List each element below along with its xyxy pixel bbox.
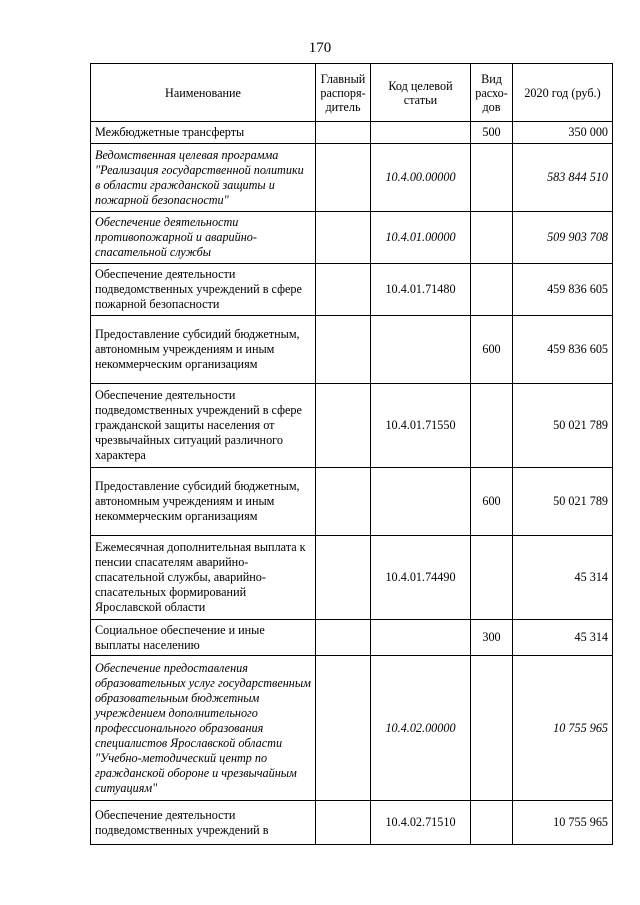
row-glav-cell xyxy=(316,536,371,620)
row-code-cell: 10.4.02.00000 xyxy=(371,656,471,801)
header-sum: 2020 год (руб.) xyxy=(513,64,613,122)
row-sum-cell: 45 314 xyxy=(513,620,613,656)
row-code-cell: 10.4.00.00000 xyxy=(371,144,471,212)
row-code-cell: 10.4.01.71480 xyxy=(371,264,471,316)
row-name-cell: Ведомственная целевая программа "Реализация государственной политики в области гражданской защиты и пожарной безопасности" xyxy=(91,144,316,212)
row-vid-cell xyxy=(471,144,513,212)
table-row xyxy=(91,468,613,536)
row-glav-cell xyxy=(316,264,371,316)
row-name-cell: Обеспечение деятельности противопожарной и аварийно-спасательной службы xyxy=(91,212,316,264)
row-vid-cell xyxy=(471,801,513,845)
row-vid-cell xyxy=(471,656,513,801)
row-sum-cell: 459 836 605 xyxy=(513,264,613,316)
row-code-cell: 10.4.01.74490 xyxy=(371,536,471,620)
header-glav: Главный распоря-дитель xyxy=(316,64,371,122)
row-code-cell xyxy=(371,620,471,656)
table-row xyxy=(91,656,613,801)
row-name-cell: Обеспечение деятельности подведомственных учреждений в сфере пожарной безопасности xyxy=(91,264,316,316)
row-sum-cell: 509 903 708 xyxy=(513,212,613,264)
row-name-cell: Социальное обеспечение и иные выплаты населению xyxy=(91,620,316,656)
row-sum-cell: 350 000 xyxy=(513,122,613,144)
table-row xyxy=(91,384,613,468)
header-vid: Вид расхо-дов xyxy=(471,64,513,122)
row-vid-cell: 300 xyxy=(471,620,513,656)
page-number: 170 xyxy=(308,40,332,56)
row-glav-cell xyxy=(316,384,371,468)
header-code: Код целевой статьи xyxy=(371,64,471,122)
row-glav-cell xyxy=(316,801,371,845)
row-glav-cell xyxy=(316,656,371,801)
budget-table xyxy=(90,63,613,845)
table-row xyxy=(91,801,613,845)
row-vid-cell xyxy=(471,264,513,316)
table-row xyxy=(91,316,613,384)
row-sum-cell: 10 755 965 xyxy=(513,801,613,845)
row-sum-cell: 50 021 789 xyxy=(513,468,613,536)
row-vid-cell xyxy=(471,384,513,468)
table-row xyxy=(91,212,613,264)
row-vid-cell xyxy=(471,536,513,620)
row-glav-cell xyxy=(316,316,371,384)
table-row xyxy=(91,264,613,316)
row-glav-cell xyxy=(316,468,371,536)
row-vid-cell xyxy=(471,212,513,264)
row-name-cell: Обеспечение деятельности подведомственных учреждений в сфере гражданской защиты населения от чрезвычайных ситуаций различного характера xyxy=(91,384,316,468)
row-code-cell xyxy=(371,316,471,384)
row-sum-cell: 50 021 789 xyxy=(513,384,613,468)
row-sum-cell: 10 755 965 xyxy=(513,656,613,801)
row-glav-cell xyxy=(316,144,371,212)
header-name: Наименование xyxy=(91,64,316,122)
row-name-cell: Обеспечение предоставления образовательных услуг государственным образовательным бюджетным учреждением дополнительного профессионального образования специалистов Ярославской области "Учебно-методический центр по гражданской обороне и чрезвычайным ситуациям" xyxy=(91,656,316,801)
row-code-cell: 10.4.01.71550 xyxy=(371,384,471,468)
row-vid-cell: 500 xyxy=(471,122,513,144)
table-row xyxy=(91,144,613,212)
table-row xyxy=(91,620,613,656)
table-header-row xyxy=(91,64,613,122)
table-row xyxy=(91,122,613,144)
row-name-cell: Ежемесячная дополнительная выплата к пенсии спасателям аварийно-спасательной службы, аварийно-спасательных формирований Ярославской области xyxy=(91,536,316,620)
row-name-cell: Предоставление субсидий бюджетным, автономным учреждениям и иным некоммерческим организациям xyxy=(91,316,316,384)
row-sum-cell: 45 314 xyxy=(513,536,613,620)
row-glav-cell xyxy=(316,212,371,264)
row-code-cell xyxy=(371,468,471,536)
table-body xyxy=(91,122,613,845)
table-row xyxy=(91,536,613,620)
row-code-cell: 10.4.01.00000 xyxy=(371,212,471,264)
row-name-cell: Предоставление субсидий бюджетным, автономным учреждениям и иным некоммерческим организациям xyxy=(91,468,316,536)
row-sum-cell: 459 836 605 xyxy=(513,316,613,384)
row-name-cell: Межбюджетные трансферты xyxy=(91,122,316,144)
row-glav-cell xyxy=(316,122,371,144)
row-glav-cell xyxy=(316,620,371,656)
row-name-cell: Обеспечение деятельности подведомственных учреждений в xyxy=(91,801,316,845)
row-sum-cell: 583 844 510 xyxy=(513,144,613,212)
row-code-cell xyxy=(371,122,471,144)
row-vid-cell: 600 xyxy=(471,468,513,536)
row-code-cell: 10.4.02.71510 xyxy=(371,801,471,845)
row-vid-cell: 600 xyxy=(471,316,513,384)
